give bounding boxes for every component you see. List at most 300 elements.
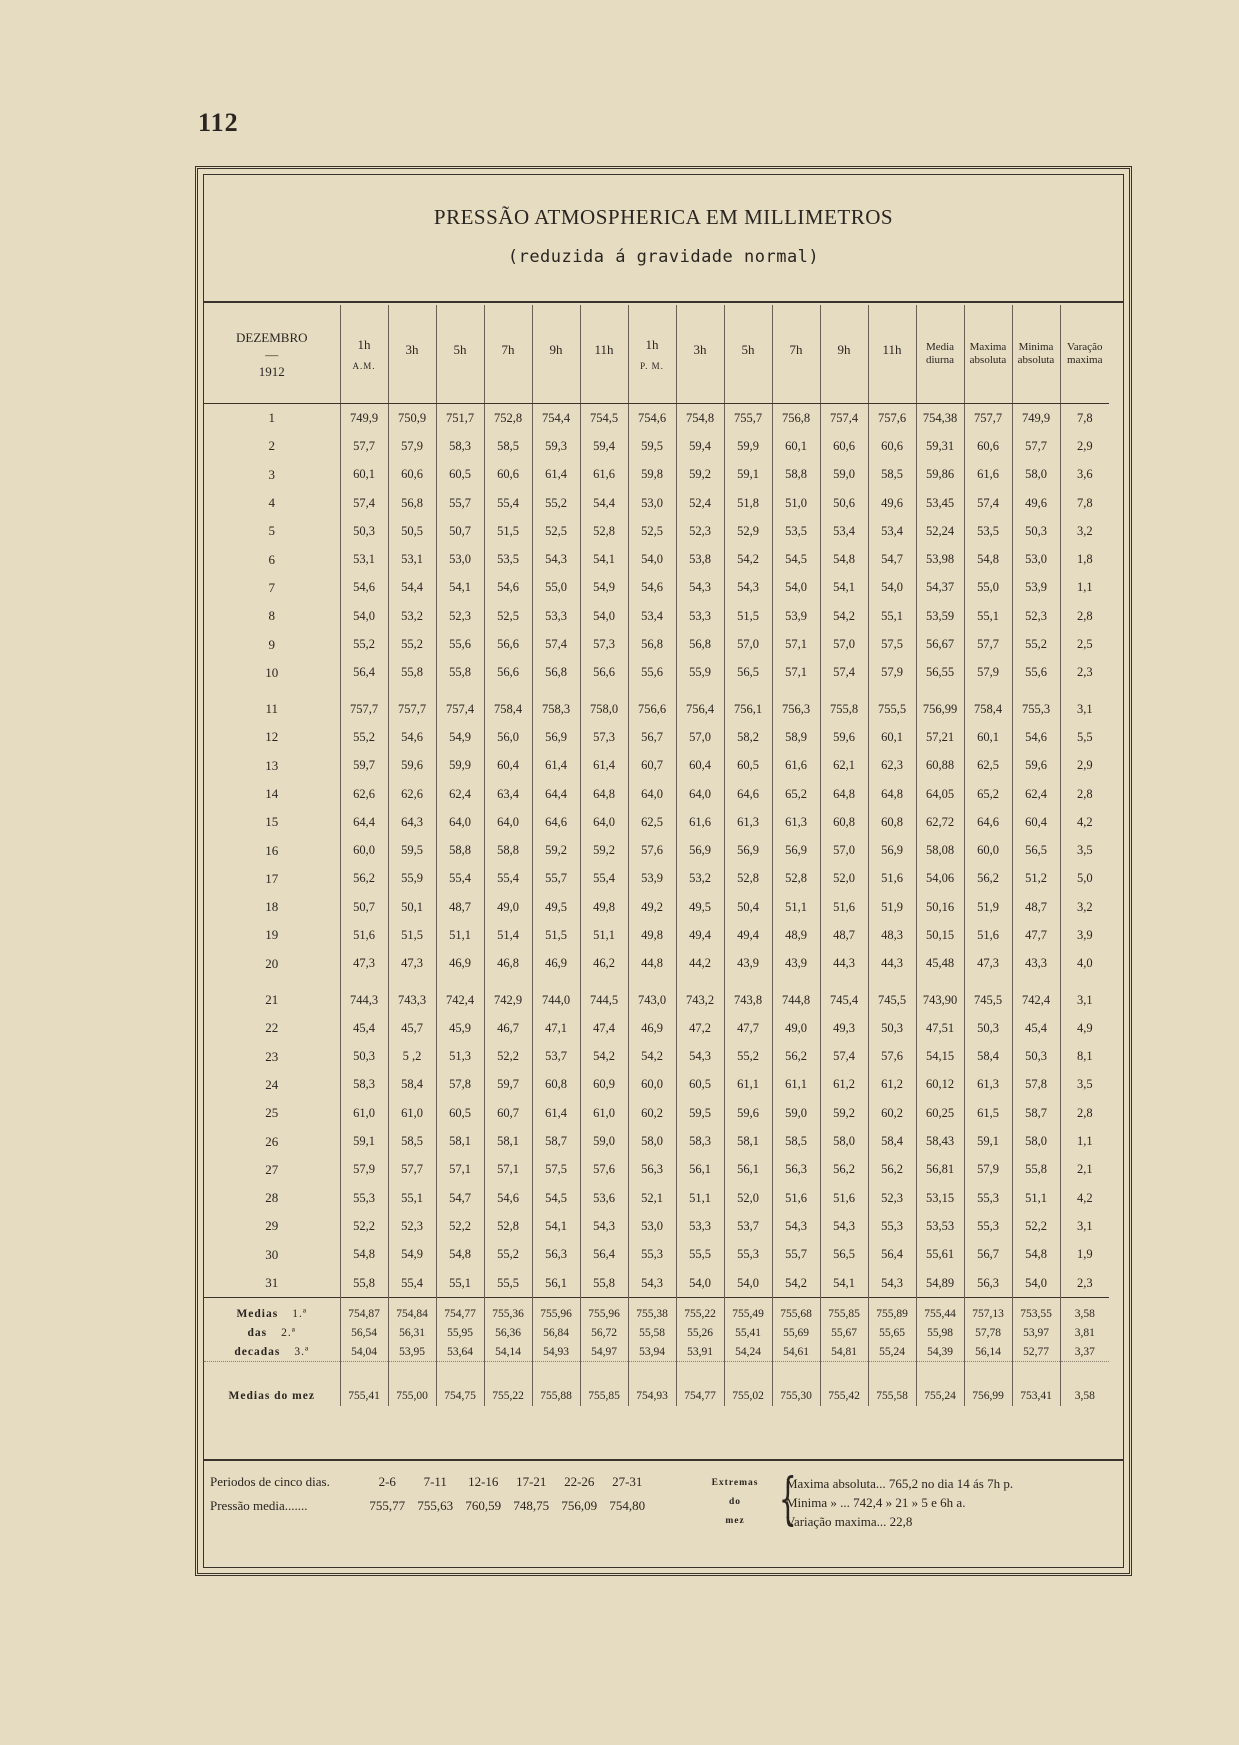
value-cell: 64,6 <box>724 780 772 808</box>
value-cell: 54,3 <box>820 1212 868 1240</box>
hour-header <box>580 305 628 404</box>
value-cell: 55,61 <box>916 1241 964 1269</box>
value-cell: 756,1 <box>724 687 772 723</box>
extreme-max: Maxima absoluta... 765,2 no dia 14 ás 7h p. <box>786 1476 1014 1491</box>
value-cell: 57,7 <box>1012 432 1060 460</box>
value-cell: 56,67 <box>916 630 964 658</box>
value-cell: 62,5 <box>964 752 1012 780</box>
value-cell: 55,3 <box>964 1212 1012 1240</box>
page-title: PRESSÃO ATMOSPHERICA EM MILLIMETROS <box>433 205 894 229</box>
value-cell: 755,7 <box>724 404 772 433</box>
value-cell: 49,6 <box>868 489 916 517</box>
value-cell: 56,5 <box>724 659 772 687</box>
value-cell: 55,3 <box>724 1241 772 1269</box>
value-cell: 64,0 <box>676 780 724 808</box>
value-cell: 56,3 <box>532 1241 580 1269</box>
day-cell: 4 <box>268 495 275 511</box>
value-cell: 52,1 <box>628 1184 676 1212</box>
day-cell: 12 <box>265 729 279 745</box>
value-cell: 54,2 <box>772 1269 820 1298</box>
value-cell: 61,2 <box>868 1071 916 1099</box>
period-value: 17-21 <box>516 1474 547 1489</box>
value-cell: 2,8 <box>1060 780 1109 808</box>
value-cell: 743,90 <box>916 978 964 1014</box>
value-cell: 1,8 <box>1060 545 1109 573</box>
value-cell: 54,3 <box>676 574 724 602</box>
value-cell: 64,8 <box>820 780 868 808</box>
decade-value: 57,78 <box>964 1323 1012 1342</box>
month-header <box>204 305 340 404</box>
value-cell: 53,3 <box>676 602 724 630</box>
value-cell: 54,3 <box>676 1043 724 1071</box>
value-cell: 57,5 <box>868 630 916 658</box>
value-cell: 61,1 <box>772 1071 820 1099</box>
value-cell: 54,2 <box>724 545 772 573</box>
value-cell: 58,1 <box>724 1127 772 1155</box>
value-cell: 64,0 <box>628 780 676 808</box>
value-cell: 59,0 <box>820 461 868 489</box>
value-cell: 57,1 <box>484 1156 532 1184</box>
value-cell: 58,5 <box>772 1127 820 1155</box>
value-cell: 51,4 <box>484 921 532 949</box>
value-cell: 8,1 <box>1060 1043 1109 1071</box>
value-cell: 43,9 <box>772 950 820 978</box>
value-cell: 60,88 <box>916 752 964 780</box>
value-cell: 47,2 <box>676 1014 724 1042</box>
value-cell: 3,1 <box>1060 978 1109 1014</box>
hour-header <box>724 305 772 404</box>
value-cell: 61,6 <box>964 461 1012 489</box>
value-cell: 59,6 <box>388 752 436 780</box>
decade-value: 55,67 <box>820 1323 868 1342</box>
value-cell: 49,5 <box>532 893 580 921</box>
day-cell: 9 <box>268 636 275 652</box>
value-cell: 60,8 <box>820 808 868 836</box>
value-cell: 56,9 <box>868 836 916 864</box>
value-cell: 57,4 <box>820 659 868 687</box>
table-row <box>204 517 1109 545</box>
value-cell: 55,8 <box>580 1269 628 1298</box>
decade-value: 53,91 <box>676 1342 724 1362</box>
value-cell: 50,15 <box>916 921 964 949</box>
value-cell: 59,9 <box>724 432 772 460</box>
value-cell: 58,08 <box>916 836 964 864</box>
table-row <box>204 1184 1109 1212</box>
value-cell: 755,5 <box>868 687 916 723</box>
value-cell: 50,3 <box>964 1014 1012 1042</box>
hour-header <box>436 305 484 404</box>
day-cell: 27 <box>265 1161 279 1177</box>
hour-header <box>820 305 868 404</box>
value-cell: 53,98 <box>916 545 964 573</box>
decade-number: 3.ª <box>294 1345 310 1358</box>
value-cell: 50,16 <box>916 893 964 921</box>
value-cell: 56,0 <box>484 723 532 751</box>
value-cell: 58,5 <box>868 461 916 489</box>
value-cell: 54,8 <box>340 1241 388 1269</box>
value-cell: 61,4 <box>580 752 628 780</box>
value-cell: 745,4 <box>820 978 868 1014</box>
value-cell: 55,2 <box>340 723 388 751</box>
table-row <box>204 1241 1109 1269</box>
value-cell: 59,6 <box>1012 752 1060 780</box>
value-cell: 757,7 <box>964 404 1012 433</box>
table-row <box>204 1212 1109 1240</box>
value-cell: 51,9 <box>964 893 1012 921</box>
value-cell: 58,0 <box>820 1127 868 1155</box>
value-cell: 49,8 <box>628 921 676 949</box>
decade-label-cell <box>204 1342 340 1362</box>
value-cell: 745,5 <box>868 978 916 1014</box>
value-cell: 53,0 <box>628 489 676 517</box>
decade-value: 52,77 <box>1012 1342 1060 1362</box>
decade-value: 53,95 <box>388 1342 436 1362</box>
table-frame <box>195 166 1132 1576</box>
value-cell: 55,8 <box>1012 1156 1060 1184</box>
day-cell: 28 <box>265 1190 279 1206</box>
decade-value: 55,24 <box>868 1342 916 1362</box>
table-row <box>204 978 1109 1014</box>
decade-value: 754,84 <box>388 1298 436 1324</box>
value-cell: 55,6 <box>1012 659 1060 687</box>
value-cell: 55,5 <box>676 1241 724 1269</box>
value-cell: 58,0 <box>1012 461 1060 489</box>
value-cell: 55,6 <box>436 630 484 658</box>
value-cell: 53,8 <box>676 545 724 573</box>
value-cell: 50,3 <box>340 517 388 545</box>
table-row <box>204 545 1109 573</box>
value-cell: 53,9 <box>1012 574 1060 602</box>
value-cell: 53,3 <box>532 602 580 630</box>
decade-value: 755,96 <box>580 1298 628 1324</box>
value-cell: 51,5 <box>532 921 580 949</box>
value-cell: 58,2 <box>724 723 772 751</box>
value-cell: 60,6 <box>964 432 1012 460</box>
value-cell: 44,3 <box>820 950 868 978</box>
value-cell: 45,9 <box>436 1014 484 1042</box>
value-cell: 58,3 <box>436 432 484 460</box>
value-cell: 60,25 <box>916 1099 964 1127</box>
value-cell: 58,7 <box>1012 1099 1060 1127</box>
value-cell: 54,0 <box>868 574 916 602</box>
table-row <box>204 1099 1109 1127</box>
value-cell: 59,86 <box>916 461 964 489</box>
stat-header <box>1060 305 1109 404</box>
monthly-value: 755,88 <box>532 1362 580 1407</box>
value-cell: 744,3 <box>340 978 388 1014</box>
value-cell: 59,7 <box>484 1071 532 1099</box>
value-cell: 50,3 <box>340 1043 388 1071</box>
value-cell: 49,5 <box>676 893 724 921</box>
table-row <box>204 780 1109 808</box>
value-cell: 47,51 <box>916 1014 964 1042</box>
value-cell: 47,1 <box>532 1014 580 1042</box>
table-row <box>204 1071 1109 1099</box>
value-cell: 49,0 <box>772 1014 820 1042</box>
value-cell: 56,3 <box>964 1269 1012 1298</box>
value-cell: 54,3 <box>724 574 772 602</box>
decade-value: 56,14 <box>964 1342 1012 1362</box>
value-cell: 64,0 <box>580 808 628 836</box>
value-cell: 61,0 <box>340 1099 388 1127</box>
day-cell: 17 <box>265 870 279 886</box>
value-cell: 52,3 <box>676 517 724 545</box>
value-cell: 57,5 <box>532 1156 580 1184</box>
value-cell: 52,2 <box>484 1043 532 1071</box>
value-cell: 47,3 <box>388 950 436 978</box>
value-cell: 54,6 <box>628 574 676 602</box>
period-value: 7-11 <box>423 1474 447 1489</box>
value-cell: 55,9 <box>388 865 436 893</box>
value-cell: 54,0 <box>1012 1269 1060 1298</box>
value-cell: 56,4 <box>868 1241 916 1269</box>
value-cell: 52,8 <box>580 517 628 545</box>
value-cell: 54,9 <box>388 1241 436 1269</box>
value-cell: 49,8 <box>580 893 628 921</box>
table-row <box>204 574 1109 602</box>
value-cell: 61,3 <box>724 808 772 836</box>
decade-row <box>204 1298 1109 1324</box>
value-cell: 53,0 <box>1012 545 1060 573</box>
value-cell: 61,5 <box>964 1099 1012 1127</box>
value-cell: 60,0 <box>964 836 1012 864</box>
value-cell: 54,2 <box>580 1043 628 1071</box>
table-row <box>204 630 1109 658</box>
value-cell: 60,5 <box>436 461 484 489</box>
value-cell: 61,2 <box>820 1071 868 1099</box>
value-cell: 51,6 <box>964 921 1012 949</box>
value-cell: 749,9 <box>1012 404 1060 433</box>
value-cell: 64,6 <box>964 808 1012 836</box>
value-cell: 57,9 <box>340 1156 388 1184</box>
value-cell: 52,9 <box>724 517 772 545</box>
extremes-label-2: do <box>728 1497 742 1507</box>
value-cell: 752,8 <box>484 404 532 433</box>
value-cell: 58,5 <box>388 1127 436 1155</box>
value-cell: 60,7 <box>628 752 676 780</box>
value-cell: 53,59 <box>916 602 964 630</box>
stat-label-2: absoluta <box>969 354 1007 366</box>
hour-label: 11h <box>594 342 614 357</box>
value-cell: 4,2 <box>1060 808 1109 836</box>
table-row <box>204 404 1109 433</box>
stat-header <box>1012 305 1060 404</box>
value-cell: 2,8 <box>1060 602 1109 630</box>
monthly-label: Medias do mez <box>204 1362 340 1407</box>
value-cell: 56,5 <box>1012 836 1060 864</box>
value-cell: 1,1 <box>1060 574 1109 602</box>
extremes-label-3: mez <box>725 1516 745 1526</box>
value-cell: 57,6 <box>580 1156 628 1184</box>
decade-value: 755,49 <box>724 1298 772 1324</box>
value-cell: 54,3 <box>532 545 580 573</box>
value-cell: 57,3 <box>580 723 628 751</box>
value-cell: 53,9 <box>628 865 676 893</box>
value-cell: 56,8 <box>388 489 436 517</box>
table-row <box>204 808 1109 836</box>
value-cell: 55,1 <box>964 602 1012 630</box>
day-cell: 18 <box>265 899 279 915</box>
value-cell: 754,5 <box>580 404 628 433</box>
monthly-value: 755,85 <box>580 1362 628 1407</box>
table-row <box>204 1127 1109 1155</box>
hour-header <box>484 305 532 404</box>
value-cell: 55,9 <box>676 659 724 687</box>
extremes-label-1: Extremas <box>711 1478 759 1488</box>
value-cell: 744,8 <box>772 978 820 1014</box>
value-cell: 758,3 <box>532 687 580 723</box>
value-cell: 57,0 <box>820 836 868 864</box>
value-cell: 743,0 <box>628 978 676 1014</box>
decade-label-cell <box>204 1298 340 1324</box>
value-cell: 56,8 <box>532 659 580 687</box>
value-cell: 56,2 <box>820 1156 868 1184</box>
value-cell: 61,3 <box>964 1071 1012 1099</box>
value-cell: 52,5 <box>484 602 532 630</box>
value-cell: 56,81 <box>916 1156 964 1184</box>
value-cell: 55,6 <box>628 659 676 687</box>
value-cell: 756,6 <box>628 687 676 723</box>
month-name: DEZEMBRO <box>236 329 308 345</box>
value-cell: 742,4 <box>436 978 484 1014</box>
value-cell: 54,6 <box>340 574 388 602</box>
value-cell: 758,0 <box>580 687 628 723</box>
value-cell: 2,9 <box>1060 432 1109 460</box>
value-cell: 48,3 <box>868 921 916 949</box>
value-cell: 2,3 <box>1060 1269 1109 1298</box>
value-cell: 59,7 <box>340 752 388 780</box>
value-cell: 56,8 <box>676 630 724 658</box>
page-number: 112 <box>198 108 239 137</box>
value-cell: 49,3 <box>820 1014 868 1042</box>
value-cell: 56,9 <box>676 836 724 864</box>
value-cell: 57,7 <box>964 630 1012 658</box>
value-cell: 56,2 <box>772 1043 820 1071</box>
value-cell: 51,1 <box>580 921 628 949</box>
value-cell: 54,3 <box>628 1269 676 1298</box>
value-cell: 61,1 <box>724 1071 772 1099</box>
extremes-lines <box>786 1474 1013 1531</box>
value-cell: 55,2 <box>484 1241 532 1269</box>
decade-value: 56,84 <box>532 1323 580 1342</box>
monthly-value: 755,00 <box>388 1362 436 1407</box>
value-cell: 64,4 <box>532 780 580 808</box>
value-cell: 56,4 <box>580 1241 628 1269</box>
decade-value: 55,95 <box>436 1323 484 1342</box>
value-cell: 51,1 <box>676 1184 724 1212</box>
decade-value: 755,68 <box>772 1298 820 1324</box>
value-cell: 60,1 <box>340 461 388 489</box>
value-cell: 51,5 <box>724 602 772 630</box>
value-cell: 4,2 <box>1060 1184 1109 1212</box>
value-cell: 59,5 <box>676 1099 724 1127</box>
value-cell: 57,9 <box>868 659 916 687</box>
pressure-label: Pressão media....... <box>210 1498 308 1513</box>
value-cell: 54,0 <box>772 574 820 602</box>
value-cell: 60,5 <box>676 1071 724 1099</box>
value-cell: 53,7 <box>724 1212 772 1240</box>
value-cell: 47,4 <box>580 1014 628 1042</box>
value-cell: 1,1 <box>1060 1127 1109 1155</box>
value-cell: 55,4 <box>484 489 532 517</box>
monthly-value: 755,24 <box>916 1362 964 1407</box>
value-cell: 62,4 <box>436 780 484 808</box>
value-cell: 48,7 <box>1012 893 1060 921</box>
value-cell: 55,2 <box>1012 630 1060 658</box>
hour-label: 7h <box>789 342 803 357</box>
value-cell: 754,38 <box>916 404 964 433</box>
value-cell: 43,3 <box>1012 950 1060 978</box>
decade-value: 55,98 <box>916 1323 964 1342</box>
value-cell: 55,4 <box>484 865 532 893</box>
decade-value: 755,36 <box>484 1298 532 1324</box>
value-cell: 52,0 <box>820 865 868 893</box>
value-cell: 61,0 <box>580 1099 628 1127</box>
value-cell: 61,6 <box>772 752 820 780</box>
value-cell: 3,2 <box>1060 893 1109 921</box>
table-row <box>204 950 1109 978</box>
decade-value: 755,44 <box>916 1298 964 1324</box>
day-cell: 22 <box>265 1020 279 1036</box>
value-cell: 59,2 <box>820 1099 868 1127</box>
value-cell: 62,3 <box>868 752 916 780</box>
extremes-label <box>700 1474 770 1531</box>
value-cell: 61,6 <box>580 461 628 489</box>
value-cell: 59,4 <box>580 432 628 460</box>
day-cell: 13 <box>265 757 279 773</box>
value-cell: 54,6 <box>1012 723 1060 751</box>
value-cell: 59,4 <box>676 432 724 460</box>
value-cell: 57,6 <box>628 836 676 864</box>
value-cell: 49,4 <box>676 921 724 949</box>
value-cell: 48,9 <box>772 921 820 949</box>
value-cell: 50,4 <box>724 893 772 921</box>
value-cell: 58,43 <box>916 1127 964 1155</box>
value-cell: 50,7 <box>436 517 484 545</box>
value-cell: 56,9 <box>724 836 772 864</box>
value-cell: 59,6 <box>724 1099 772 1127</box>
value-cell: 60,0 <box>628 1071 676 1099</box>
value-cell: 57,1 <box>436 1156 484 1184</box>
value-cell: 54,37 <box>916 574 964 602</box>
value-cell: 56,7 <box>964 1241 1012 1269</box>
value-cell: 54,0 <box>340 602 388 630</box>
decade-value: 753,55 <box>1012 1298 1060 1324</box>
decade-value: 56,72 <box>580 1323 628 1342</box>
stat-header <box>964 305 1012 404</box>
hour-header <box>772 305 820 404</box>
period-value: 27-31 <box>612 1474 643 1489</box>
value-cell: 51,1 <box>436 921 484 949</box>
decade-value: 53,94 <box>628 1342 676 1362</box>
day-cell: 31 <box>265 1275 279 1291</box>
value-cell: 757,4 <box>820 404 868 433</box>
value-cell: 755,8 <box>820 687 868 723</box>
value-cell: 58,1 <box>484 1127 532 1155</box>
value-cell: 756,4 <box>676 687 724 723</box>
decade-value: 55,69 <box>772 1323 820 1342</box>
value-cell: 53,5 <box>964 517 1012 545</box>
value-cell: 51,6 <box>772 1184 820 1212</box>
monthly-value: 754,75 <box>436 1362 484 1407</box>
decade-value: 55,26 <box>676 1323 724 1342</box>
pressure-value: 755,63 <box>417 1498 454 1513</box>
hour-label: 5h <box>741 342 755 357</box>
value-cell: 52,5 <box>532 517 580 545</box>
value-cell: 50,6 <box>820 489 868 517</box>
value-cell: 64,6 <box>532 808 580 836</box>
value-cell: 2,5 <box>1060 630 1109 658</box>
